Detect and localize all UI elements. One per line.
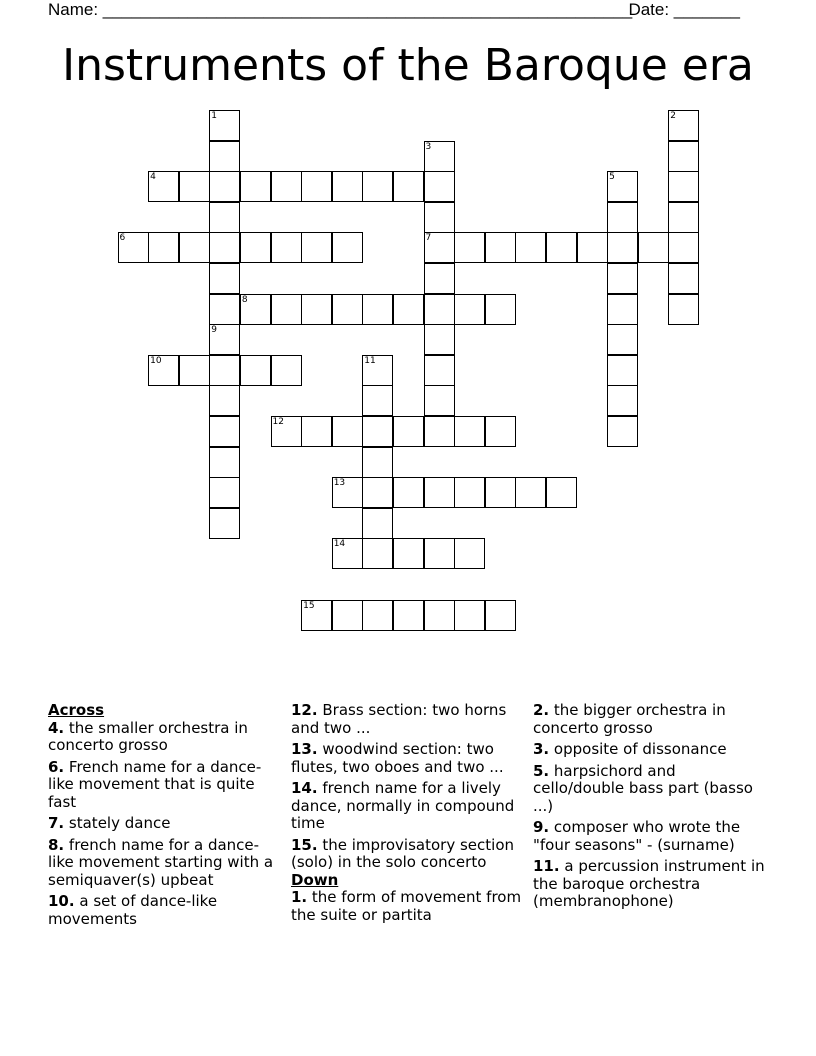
clue-down-3: 3. opposite of dissonance	[533, 740, 727, 758]
grid-cell	[607, 202, 638, 233]
grid-clue-number: 15	[303, 600, 315, 611]
grid-cell	[424, 202, 455, 233]
clue-down-1: 1. the form of movement from the suite or partita	[291, 888, 522, 924]
grid-cell	[668, 171, 699, 202]
grid-cell	[209, 202, 240, 233]
grid-cell	[209, 232, 240, 263]
grid-clue-number: 4	[150, 172, 156, 183]
grid-clue-number: 7	[425, 233, 432, 244]
grid-cell	[209, 355, 240, 386]
grid-cell	[424, 324, 455, 355]
grid-cell	[362, 447, 393, 478]
grid-cell	[485, 416, 516, 447]
grid-cell	[546, 477, 577, 508]
grid-cell	[362, 477, 393, 508]
name-field-label: Name: ________________________________________________________	[48, 0, 633, 19]
clue-across-7: 7. stately dance	[48, 814, 171, 832]
grid-cell	[332, 171, 363, 202]
grid-cell	[424, 294, 455, 325]
clues-column-3	[533, 702, 769, 915]
grid-cell	[454, 538, 485, 569]
grid-cell	[454, 477, 485, 508]
grid-cell	[607, 232, 638, 263]
grid-clue-number: 1	[211, 111, 218, 121]
grid-cell	[209, 171, 240, 202]
grid-cell	[209, 416, 240, 447]
grid-cell	[668, 263, 699, 294]
grid-cell	[607, 416, 638, 447]
grid-cell	[209, 447, 240, 478]
grid-cell	[271, 355, 302, 386]
grid-cell	[362, 538, 393, 569]
grid-cell	[240, 232, 271, 263]
grid-cell	[179, 355, 210, 386]
grid-cell	[454, 294, 485, 325]
grid-cell	[332, 600, 363, 631]
clues-column-1	[48, 702, 284, 932]
grid-cell	[638, 232, 669, 263]
grid-cell	[424, 355, 455, 386]
grid-cell	[485, 294, 516, 325]
grid-cell	[362, 294, 393, 325]
grid-cell	[332, 232, 363, 263]
grid-cell	[424, 600, 455, 631]
clue-across-6: 6. French name for a dance-like movement that is quite fast	[48, 757, 262, 811]
grid-clue-number: 2	[670, 111, 677, 121]
grid-cell	[271, 232, 302, 263]
grid-cell	[362, 171, 393, 202]
grid-clue-number: 14	[333, 539, 346, 550]
date-field-label: Date: _______	[628, 0, 740, 19]
grid-cell	[485, 477, 516, 508]
grid-cell	[607, 324, 638, 355]
clue-across-15: 15. the improvisatory section (solo) in the solo concerto	[291, 835, 515, 871]
grid-clue-number: 11	[364, 355, 376, 366]
grid-cell	[332, 416, 363, 447]
grid-cell	[607, 263, 638, 294]
grid-cell	[668, 294, 699, 325]
grid-cell	[332, 294, 363, 325]
grid-cell	[301, 232, 332, 263]
clue-across-4: 4. the smaller orchestra in concerto grosso	[48, 718, 248, 754]
grid-cell	[424, 171, 455, 202]
grid-cell	[393, 538, 424, 569]
grid-cell	[301, 416, 332, 447]
grid-cell	[515, 477, 546, 508]
grid-cell	[301, 294, 332, 325]
clue-down-9: 9. composer who wrote the "four seasons" - (surname)	[533, 818, 741, 854]
grid-clue-number: 5	[609, 172, 615, 183]
grid-cell	[668, 202, 699, 233]
grid-cell	[271, 171, 302, 202]
grid-cell	[577, 232, 608, 263]
grid-cell	[209, 263, 240, 294]
grid-cell	[362, 508, 393, 539]
grid-clue-number: 8	[241, 294, 248, 305]
grid-cell	[240, 355, 271, 386]
grid-cell	[179, 232, 210, 263]
clue-across-13: 13. woodwind section: two flutes, two oboes and two ...	[291, 740, 504, 776]
grid-cell	[362, 416, 393, 447]
grid-cell	[393, 477, 424, 508]
grid-cell	[485, 232, 516, 263]
grid-cell	[515, 232, 546, 263]
grid-cell	[362, 600, 393, 631]
clue-down-11: 11. a percussion instrument in the baroque orchestra (membranophone)	[533, 857, 765, 910]
grid-cell	[424, 538, 455, 569]
grid-cell	[454, 232, 485, 263]
clue-across-10: 10. a set of dance-like movements	[48, 892, 218, 928]
grid-cell	[271, 294, 302, 325]
grid-cell	[362, 385, 393, 416]
down-heading: Down	[291, 870, 339, 889]
clue-across-12: 12. Brass section: two horns and two ...	[291, 701, 507, 737]
grid-cell	[424, 477, 455, 508]
grid-cell	[393, 171, 424, 202]
grid-cell	[668, 232, 699, 263]
grid-cell	[393, 416, 424, 447]
grid-clue-number: 12	[272, 417, 284, 427]
clue-across-8: 8. french name for a dance-like movement starting with a semiquaver(s) upbeat	[48, 835, 274, 889]
grid-cell	[240, 171, 271, 202]
grid-cell	[393, 600, 424, 631]
grid-cell	[424, 416, 455, 447]
grid-cell	[179, 171, 210, 202]
grid-clue-number: 10	[150, 355, 162, 366]
grid-clue-number: 9	[211, 325, 218, 336]
grid-cell	[668, 141, 699, 172]
grid-cell	[607, 385, 638, 416]
grid-cell	[393, 294, 424, 325]
grid-cell	[424, 263, 455, 294]
clues-column-2	[291, 702, 527, 928]
grid-cell	[546, 232, 577, 263]
grid-clue-number: 6	[119, 233, 126, 244]
clue-down-5: 5. harpsichord and cello/double bass part (basso ...)	[533, 761, 753, 815]
grid-cell	[607, 294, 638, 325]
grid-cell	[424, 385, 455, 416]
grid-cell	[209, 385, 240, 416]
grid-cell	[209, 477, 240, 508]
clue-across-14: 14. french name for a lively dance, normally in compound time	[291, 779, 515, 832]
across-heading: Across	[48, 701, 105, 719]
grid-cell	[148, 232, 179, 263]
grid-cell	[301, 171, 332, 202]
grid-cell	[607, 355, 638, 386]
grid-cell	[209, 508, 240, 539]
grid-cell	[485, 600, 516, 631]
grid-clue-number: 13	[333, 478, 346, 489]
clue-down-2: 2. the bigger orchestra in concerto grosso	[533, 701, 726, 737]
grid-cell	[454, 416, 485, 447]
grid-cell	[454, 600, 485, 631]
grid-cell	[209, 294, 240, 325]
page-title: Instruments of the Baroque era	[62, 40, 754, 91]
grid-clue-number: 3	[425, 141, 432, 152]
grid-cell	[209, 141, 240, 172]
